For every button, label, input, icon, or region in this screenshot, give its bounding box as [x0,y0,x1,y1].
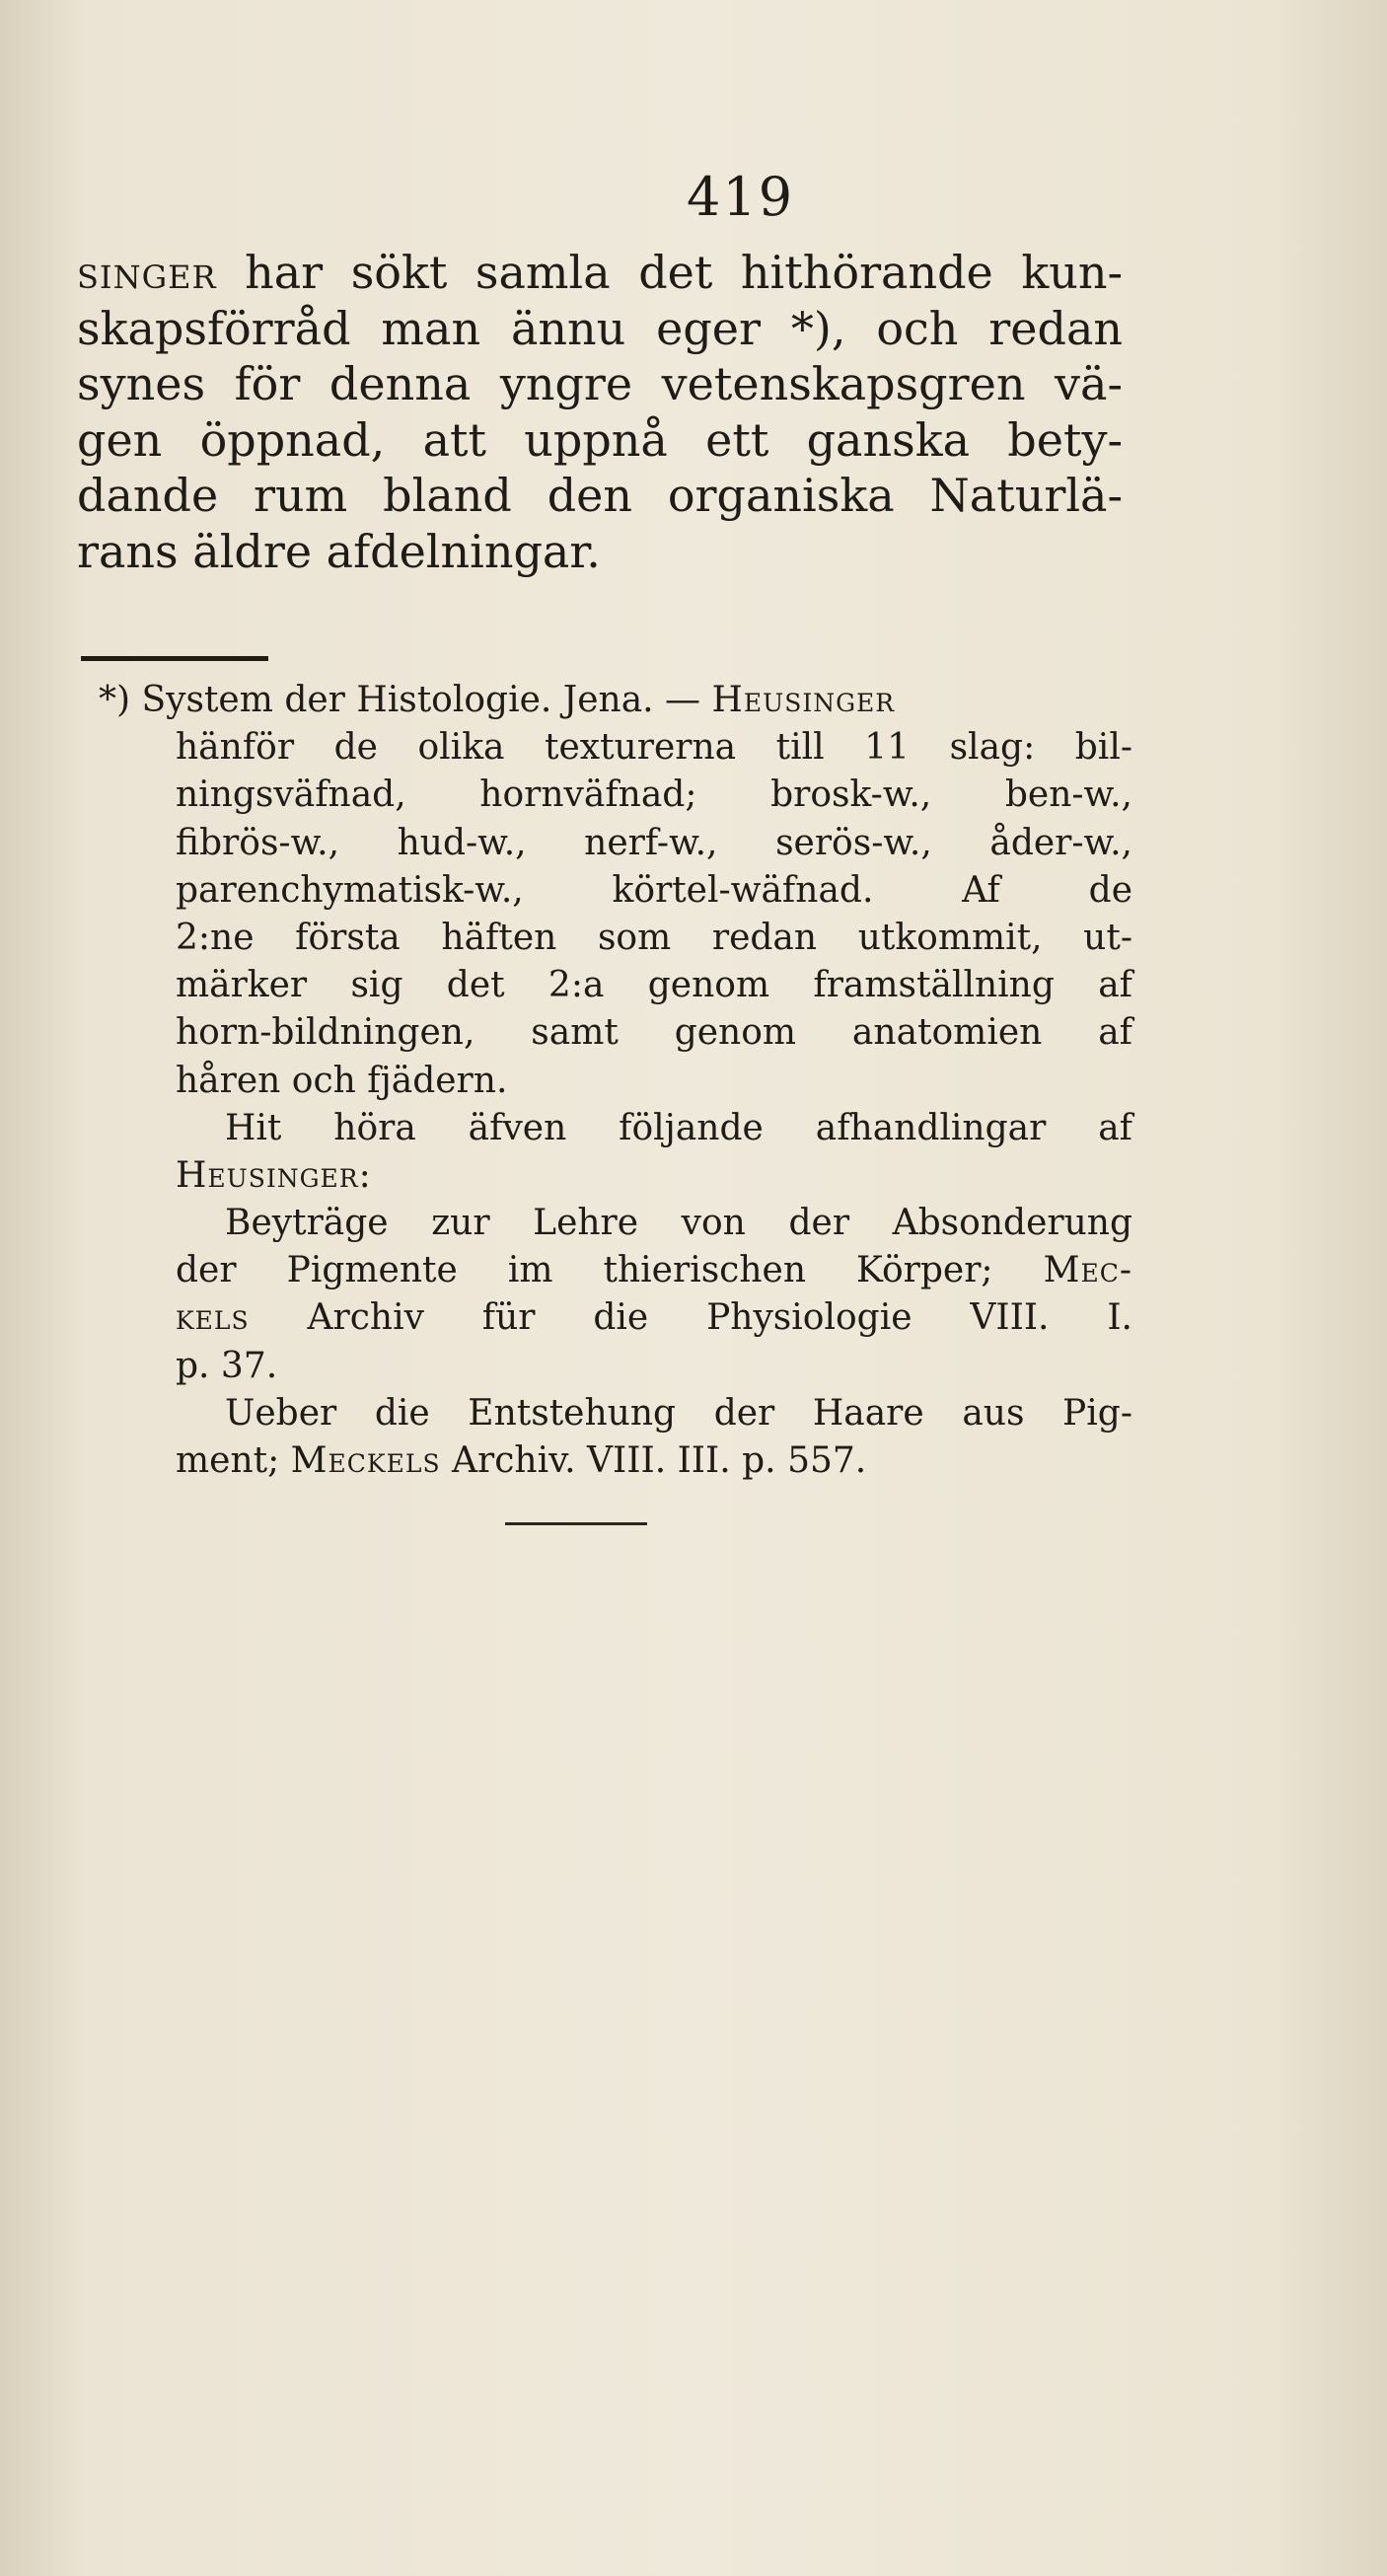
text-run: : [358,1154,371,1196]
small-caps-name: kels [176,1297,250,1339]
small-caps-name: Heusinger [711,680,896,720]
footnote-line [99,1152,1132,1200]
main-text-line [77,301,1123,357]
main-text-line [77,524,1123,580]
small-caps-name: singer [77,246,217,299]
text-run: der Pigmente im thierischen Körper; [176,1250,1044,1291]
footnote-line [99,1247,1132,1294]
text-run: Ueber die Entstehung der Haare aus Pig- [225,1392,1132,1434]
text-run: skapsförråd man ännu eger *), och redan [77,301,1123,355]
footnote-line [99,1390,1132,1437]
text-run: ningsväfnad, hornväfnad; brosk-w., ben-w., [176,774,1132,816]
footnote-line [99,1343,1132,1390]
text-run: parenchymatisk-w., körtel-wäfnad. Af de [176,869,1132,911]
text-run: Hit höra äfven följande afhandlingar af [225,1107,1132,1148]
text-run: dande rum bland den organiska Naturlä- [77,469,1123,522]
text-run: rans äldre afdelningar. [77,524,601,578]
footnote-line [99,1437,1132,1485]
page-number: 419 [687,166,795,228]
footnote-line [99,772,1132,819]
main-text-line [77,412,1123,469]
footnote [99,677,1132,1485]
footnote-line [99,1200,1132,1247]
text-run: Archiv. VIII. III. p. 557. [440,1440,867,1481]
text-run: p. 37. [176,1345,278,1386]
text-run: hänför de olika texturerna till 11 slag: bil- [176,727,1132,769]
main-text-line [77,468,1123,524]
footnote-line [99,677,1132,724]
main-text [77,245,1123,579]
text-run: har sökt samla det hithörande kun- [216,246,1123,299]
text-run: ment; [176,1440,291,1481]
text-run: gen öppnad, att uppnå ett ganska bety- [77,412,1123,467]
footnote-line [99,915,1132,962]
small-caps-name: Mec- [1043,1250,1132,1291]
footnote-line [99,1009,1132,1057]
footnote-line [99,1294,1132,1342]
text-run: horn-bildningen, samt genom anatomien af [176,1012,1132,1054]
footnote-rule [81,656,268,661]
text-run: Archiv für die Physiologie VIII. I. [249,1297,1132,1339]
footnote-line [99,1105,1132,1152]
small-caps-name: Heusinger [176,1154,359,1196]
text-run: *) System der Histologie. Jena. — [99,680,712,720]
small-caps-name: Meckels [290,1440,441,1481]
text-run: fibrös-w., hud-w., nerf-w., serös-w., åder-w., [176,822,1132,863]
footnote-line [99,962,1132,1009]
text-run: 2:ne första häften som redan utkommit, ut- [176,917,1132,958]
footnote-line [99,1058,1132,1105]
text-run: Beyträge zur Lehre von der Absonderung [225,1203,1132,1244]
footnote-line [99,867,1132,915]
end-rule [505,1522,647,1525]
text-run: märker sig det 2:a genom framställning af [176,965,1132,1006]
text-run: håren och fjädern. [176,1060,508,1101]
text-run: synes för denna yngre vetenskapsgren vä- [77,357,1123,410]
footnote-line [99,820,1132,867]
main-text-line [77,356,1123,412]
main-text-line [77,245,1123,301]
footnote-line [99,724,1132,772]
